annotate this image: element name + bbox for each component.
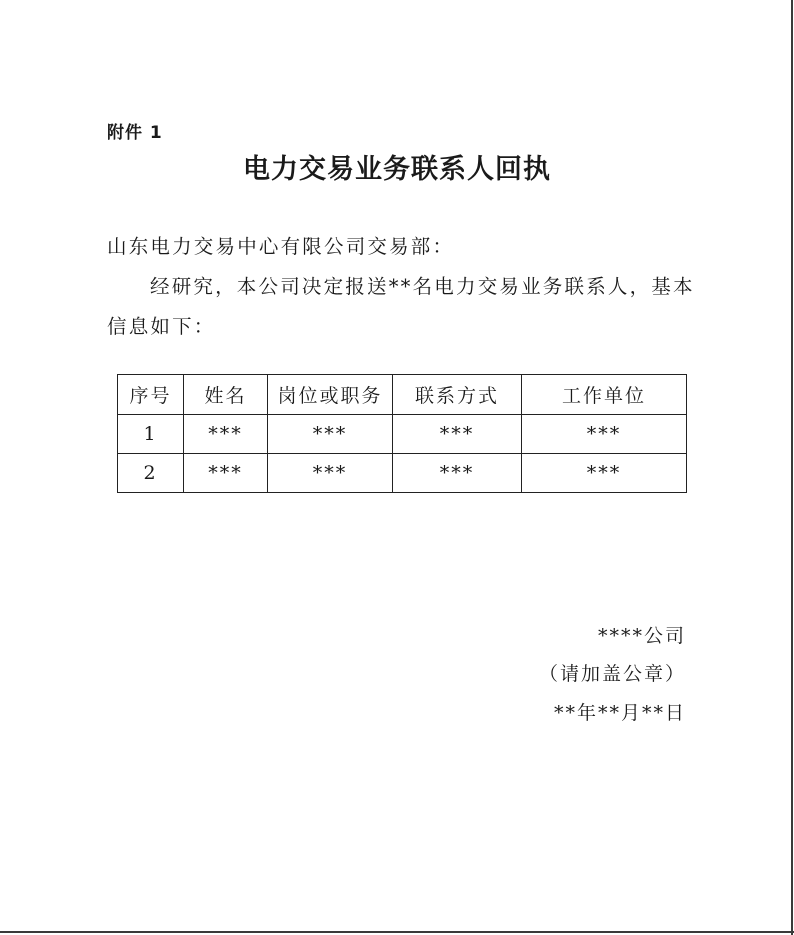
header-name: 姓名 (184, 375, 268, 415)
header-workplace: 工作单位 (522, 375, 687, 415)
addressee-line: 山东电力交易中心有限公司交易部： (107, 235, 455, 258)
header-seq: 序号 (118, 375, 184, 415)
cell-contact: *** (393, 454, 522, 493)
cell-position: *** (268, 415, 393, 454)
signature-date: **年**月**日 (553, 702, 686, 724)
cell-workplace: *** (522, 454, 687, 493)
header-position: 岗位或职务 (268, 375, 393, 415)
table-header-row (118, 375, 687, 415)
signature-seal-note: （请加盖公章） (538, 663, 686, 685)
body-paragraph-line-2: 信息如下： (107, 315, 216, 338)
cell-seq: 2 (118, 454, 184, 493)
document-title: 电力交易业务联系人回执 (243, 154, 551, 185)
table-row (118, 415, 687, 454)
header-contact: 联系方式 (393, 375, 522, 415)
cell-name: *** (184, 454, 268, 493)
signature-company: ****公司 (597, 625, 686, 647)
cell-contact: *** (393, 415, 522, 454)
cell-seq: 1 (118, 415, 184, 454)
cell-workplace: *** (522, 415, 687, 454)
table-row (118, 454, 687, 493)
body-paragraph-line-1: 经研究，本公司决定报送**名电力交易业务联系人，基本 (150, 275, 695, 298)
page-edge-right (791, 0, 793, 935)
page-edge-bottom (0, 931, 794, 933)
cell-name: *** (184, 415, 268, 454)
attachment-label: 附件 1 (107, 123, 163, 143)
contacts-table (117, 374, 687, 493)
cell-position: *** (268, 454, 393, 493)
